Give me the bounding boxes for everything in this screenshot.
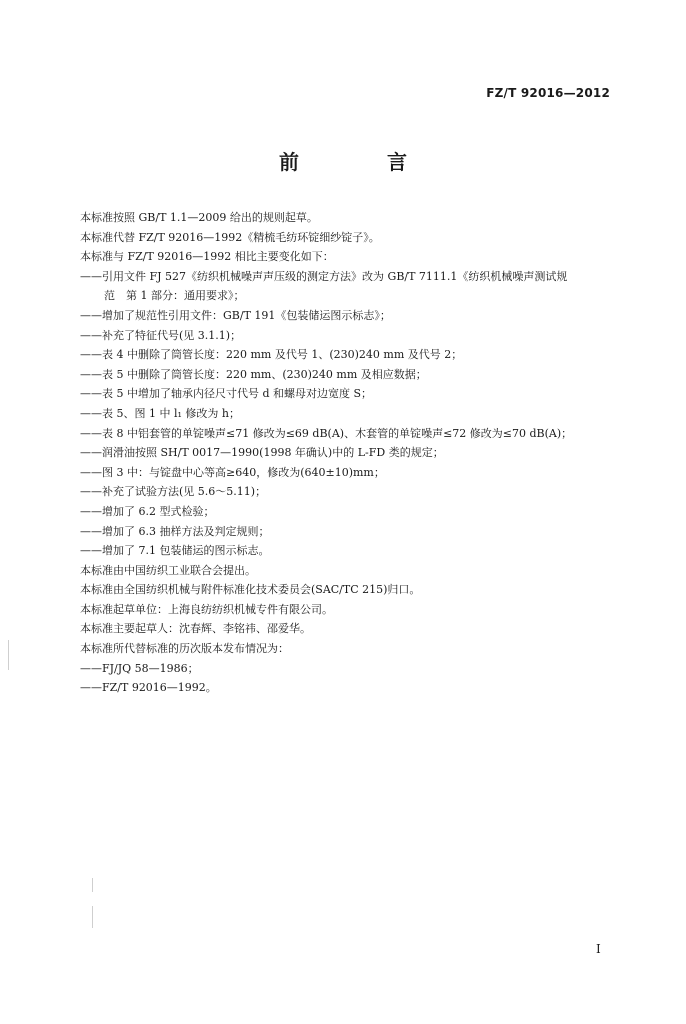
page-number: I [596,942,601,956]
paragraph-line: 本标准与 FZ/T 92016—1992 相比主要变化如下： [80,250,334,264]
list-item: ——补充了试验方法(见 5.6～5.11)； [80,485,267,499]
list-item-continuation: 范 第 1 部分：通用要求》； [104,289,245,303]
paragraph-line: 本标准所代替标准的历次版本发布情况为： [80,642,289,656]
list-item: ——FJ/JQ 58—1986； [80,661,199,675]
list-item: ——FZ/T 92016—1992。 [80,681,217,695]
list-item: ——表 5 中删除了筒管长度：220 mm、(230)240 mm 及相应数据； [80,367,427,381]
list-item: ——增加了 6.3 抽样方法及判定规则； [80,524,270,538]
paragraph-line: 本标准起草单位：上海良纺纺织机械专件有限公司。 [80,602,333,616]
scan-artifact [8,640,9,670]
paragraph-line: 本标准主要起草人：沈春辉、李铭祎、邵爱华。 [80,622,311,636]
standard-code: FZ/T 92016—2012 [486,86,610,100]
list-item: ——增加了 6.2 型式检验； [80,504,215,518]
list-item: ——表 5、图 1 中 l₁ 修改为 h； [80,406,240,420]
list-item: ——表 4 中删除了筒管长度：220 mm 及代号 1、(230)240 mm 及代号 2； [80,348,463,362]
page-title: 前 言 [279,150,441,174]
paragraph-line: 本标准按照 GB/T 1.1—2009 给出的规则起草。 [80,211,318,224]
list-item: ——表 8 中铝套管的单锭噪声≤71 修改为≤69 dB(A)、木套管的单锭噪声≤72 修改为≤70 dB(A)； [80,426,573,440]
preface-body [80,208,620,698]
list-item: ——图 3 中：与锭盘中心等高≥640，修改为(640±10)mm； [80,465,385,479]
list-item: ——增加了 7.1 包装储运的图示标志。 [80,544,270,558]
list-item: ——补充了特征代号(见 3.1.1)； [80,328,242,342]
list-item: ——引用文件 FJ 527《纺织机械噪声声压级的测定方法》改为 GB/T 7111.1《纺织机械噪声测试规 [80,269,568,283]
paragraph-line: 本标准由全国纺织机械与附件标准化技术委员会(SAC/TC 215)归口。 [80,583,421,597]
list-item: ——增加了规范性引用文件：GB/T 191《包装储运图示标志》； [80,308,391,322]
paragraph-line: 本标准由中国纺织工业联合会提出。 [80,563,256,577]
list-item: ——润滑油按照 SH/T 0017—1990(1998 年确认)中的 L-FD 类的规定； [80,446,444,460]
list-item: ——表 5 中增加了轴承内径尺寸代号 d 和螺母对边宽度 S； [80,387,373,401]
scan-artifact [92,906,93,928]
paragraph-line: 本标准代替 FZ/T 92016—1992《精梳毛纺环锭细纱锭子》。 [80,230,380,244]
scan-artifact [92,878,93,892]
